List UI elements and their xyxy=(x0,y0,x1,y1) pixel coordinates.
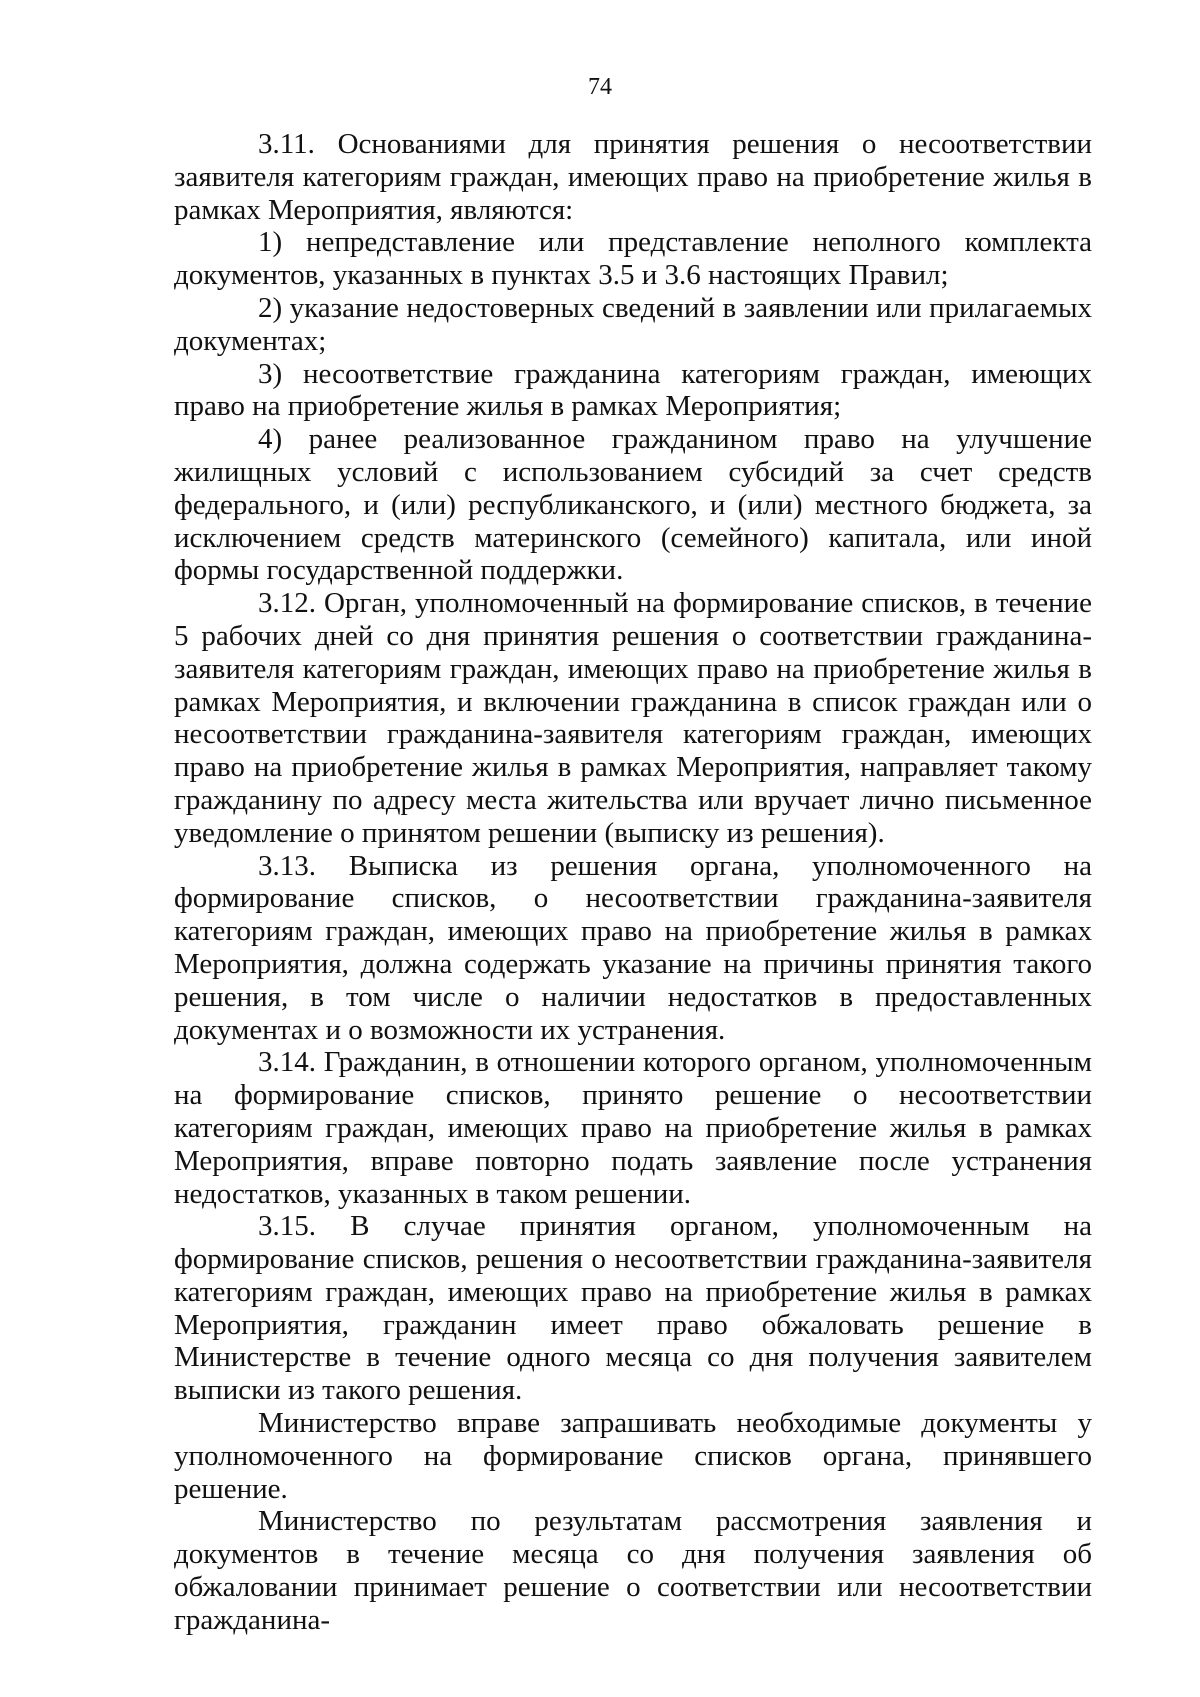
list-item-1: 1) непредставление или представление неполного комплекта документов, указанных в пунктах 3.5 и 3.6 настоящих Правил; xyxy=(174,226,1092,292)
paragraph-ministry-request: Министерство вправе запрашивать необходимые документы у уполномоченного на формирование списков органа, принявшего решение. xyxy=(174,1407,1092,1505)
document-body xyxy=(174,128,1092,1637)
paragraph-3-12: 3.12. Орган, уполномоченный на формирование списков, в течение 5 рабочих дней со дня принятия решения о соответствии гражданина-заявителя категориям граждан, имеющих право на приобретение жилья в рамках Мероприятия, и включении гражданина в список граждан или о несоответствии гражданина-заявителя категориям граждан, имеющих право на приобретение жилья в рамках Мероприятия, направляет такому гражданину по адресу места жительства или вручает лично письменное уведомление о принятом решении (выписку из решения). xyxy=(174,587,1092,849)
list-item-4: 4) ранее реализованное гражданином право на улучшение жилищных условий с использованием субсидий за счет средств федерального, и (или) республиканского, и (или) местного бюджета, за исключением средств материнского (семейного) капитала, или иной формы государственной поддержки. xyxy=(174,423,1092,587)
paragraph-3-11: 3.11. Основаниями для принятия решения о несоответствии заявителя категориям граждан, имеющих право на приобретение жилья в рамках Мероприятия, являются: xyxy=(174,128,1092,226)
paragraph-3-13: 3.13. Выписка из решения органа, уполномоченного на формирование списков, о несоответствии гражданина-заявителя категориям граждан, имеющих право на приобретение жилья в рамках Мероприятия, должна содержать указание на причины принятия такого решения, в том числе о наличии недостатков в предоставленных документах и о возможности их устранения. xyxy=(174,849,1092,1046)
page-number: 74 xyxy=(588,74,612,100)
list-item-2: 2) указание недостоверных сведений в заявлении или прилагаемых документах; xyxy=(174,291,1092,357)
paragraph-3-15: 3.15. В случае принятия органом, уполномоченным на формирование списков, решения о несоответствии гражданина-заявителя категориям граждан, имеющих право на приобретение жилья в рамках Мероприятия, гражданин имеет право обжаловать решение в Министерстве в течение одного месяца со дня получения заявителем выписки из такого решения. xyxy=(174,1210,1092,1407)
paragraph-3-14: 3.14. Гражданин, в отношении которого органом, уполномоченным на формирование списков, принято решение о несоответствии категориям граждан, имеющих право на приобретение жилья в рамках Мероприятия, вправе повторно подать заявление после устранения недостатков, указанных в таком решении. xyxy=(174,1046,1092,1210)
paragraph-ministry-decision: Министерство по результатам рассмотрения заявления и документов в течение месяца со дня получения заявления об обжаловании принимает решение о соответствии или несоответствии гражданина- xyxy=(174,1505,1092,1636)
list-item-3: 3) несоответствие гражданина категориям граждан, имеющих право на приобретение жилья в рамках Мероприятия; xyxy=(174,357,1092,423)
